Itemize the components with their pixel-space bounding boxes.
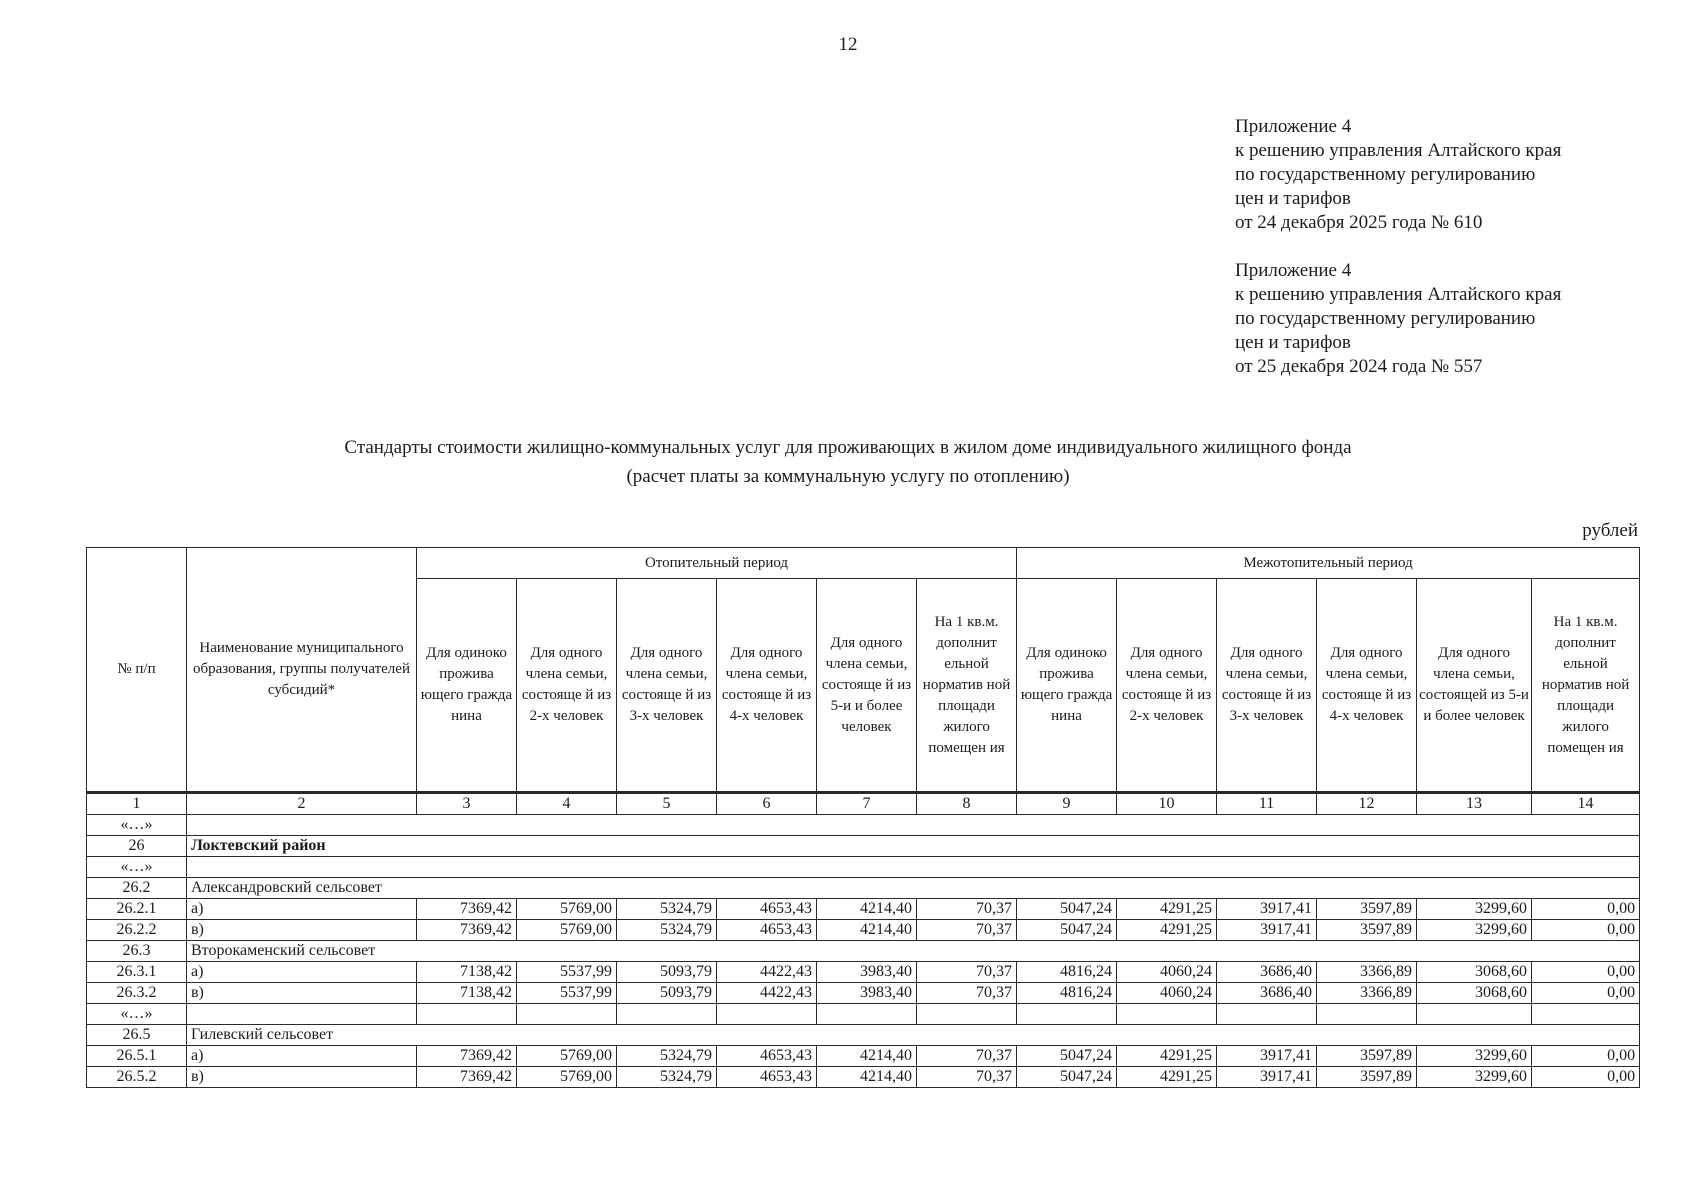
value-cell: 70,37 xyxy=(917,962,1017,983)
value-cell: 3917,41 xyxy=(1217,920,1317,941)
column-number: 3 xyxy=(417,793,517,815)
row-group-label: а) xyxy=(187,962,417,983)
value-cell: 3366,89 xyxy=(1317,962,1417,983)
value-cell: 5324,79 xyxy=(617,1067,717,1088)
value-cell: 4422,43 xyxy=(717,983,817,1004)
row-number: «…» xyxy=(87,815,187,836)
value-cell: 0,00 xyxy=(1532,899,1640,920)
header-heating-col: Для одного члена семьи, состояще й из 2-х человек xyxy=(517,579,617,793)
appendix-line: Приложение 4 xyxy=(1235,260,1352,281)
value-cell: 3917,41 xyxy=(1217,1067,1317,1088)
value-cell: 70,37 xyxy=(917,1067,1017,1088)
row-group-label: в) xyxy=(187,1067,417,1088)
appendix-line: по государственному регулированию xyxy=(1235,164,1536,185)
row-group-label xyxy=(187,1004,417,1025)
table-row xyxy=(87,899,1640,920)
header-heating-col: Для одного члена семьи, состояще й из 4-х человек xyxy=(717,579,817,793)
value-cell: 3686,40 xyxy=(1217,983,1317,1004)
value-cell: 5047,24 xyxy=(1017,899,1117,920)
column-number: 1 xyxy=(87,793,187,815)
settlement-name: Гилевский сельсовет xyxy=(187,1025,1640,1046)
value-cell: 3299,60 xyxy=(1417,920,1532,941)
value-cell: 5537,99 xyxy=(517,983,617,1004)
row-number: 26.5 xyxy=(87,1025,187,1046)
row-group-label: а) xyxy=(187,1046,417,1067)
district-row xyxy=(87,836,1640,857)
header-non-heating-col: На 1 кв.м. дополнит ельной норматив ной площади жилого помещен ия xyxy=(1532,579,1640,793)
value-cell: 3597,89 xyxy=(1317,920,1417,941)
value-cell: 3597,89 xyxy=(1317,1046,1417,1067)
table-row xyxy=(87,1067,1640,1088)
value-cell: 3068,60 xyxy=(1417,962,1532,983)
header-heating-col: Для одного члена семьи, состояще й из 5-и и более человек xyxy=(817,579,917,793)
column-number: 8 xyxy=(917,793,1017,815)
settlement-row xyxy=(87,878,1640,899)
table-row xyxy=(87,983,1640,1004)
appendix-line: цен и тарифов xyxy=(1235,332,1351,353)
value-cell: 4291,25 xyxy=(1117,1067,1217,1088)
value-cell xyxy=(517,1004,617,1025)
value-cell: 3917,41 xyxy=(1217,899,1317,920)
column-number: 4 xyxy=(517,793,617,815)
currency-unit-label: рублей xyxy=(1582,520,1638,541)
page-number: 12 xyxy=(838,34,858,55)
value-cell: 5047,24 xyxy=(1017,1046,1117,1067)
ellipsis-row xyxy=(87,1004,1640,1025)
header-num: № п/п xyxy=(87,548,187,793)
value-cell: 5769,00 xyxy=(517,1046,617,1067)
row-number: 26 xyxy=(87,836,187,857)
ellipsis-row xyxy=(87,815,1640,836)
value-cell: 4653,43 xyxy=(717,1067,817,1088)
value-cell: 0,00 xyxy=(1532,962,1640,983)
value-cell: 70,37 xyxy=(917,1046,1017,1067)
row-number: 26.3.2 xyxy=(87,983,187,1004)
header-non-heating-period: Межотопительный период xyxy=(1017,548,1640,579)
value-cell: 5537,99 xyxy=(517,962,617,983)
header-heating-col: Для одного члена семьи, состояще й из 3-х человек xyxy=(617,579,717,793)
appendix-block-previous xyxy=(1235,259,1675,379)
value-cell: 4060,24 xyxy=(1117,962,1217,983)
settlement-row xyxy=(87,941,1640,962)
appendix-block-current xyxy=(1235,115,1675,235)
column-number: 6 xyxy=(717,793,817,815)
value-cell: 4214,40 xyxy=(817,920,917,941)
table-body xyxy=(87,793,1640,1088)
value-cell: 4060,24 xyxy=(1117,983,1217,1004)
row-number: «…» xyxy=(87,1004,187,1025)
value-cell: 4291,25 xyxy=(1117,899,1217,920)
value-cell: 4214,40 xyxy=(817,899,917,920)
value-cell: 3366,89 xyxy=(1317,983,1417,1004)
row-number: 26.3.1 xyxy=(87,962,187,983)
value-cell: 3983,40 xyxy=(817,962,917,983)
column-number: 14 xyxy=(1532,793,1640,815)
value-cell xyxy=(817,1004,917,1025)
value-cell: 0,00 xyxy=(1532,920,1640,941)
value-cell xyxy=(1532,1004,1640,1025)
value-cell: 4816,24 xyxy=(1017,983,1117,1004)
column-number: 7 xyxy=(817,793,917,815)
row-number: 26.2.2 xyxy=(87,920,187,941)
ellipsis-row xyxy=(87,857,1640,878)
value-cell: 3983,40 xyxy=(817,983,917,1004)
value-cell: 4214,40 xyxy=(817,1067,917,1088)
row-name xyxy=(187,857,1640,878)
row-number: 26.2 xyxy=(87,878,187,899)
column-number: 2 xyxy=(187,793,417,815)
column-number: 9 xyxy=(1017,793,1117,815)
value-cell: 3068,60 xyxy=(1417,983,1532,1004)
header-heating-col: На 1 кв.м. дополнит ельной норматив ной площади жилого помещен ия xyxy=(917,579,1017,793)
value-cell: 4653,43 xyxy=(717,920,817,941)
column-number: 5 xyxy=(617,793,717,815)
value-cell xyxy=(1317,1004,1417,1025)
row-number: «…» xyxy=(87,857,187,878)
value-cell: 3299,60 xyxy=(1417,899,1532,920)
appendix-line: от 24 декабря 2025 года № 610 xyxy=(1235,212,1483,233)
value-cell: 4291,25 xyxy=(1117,920,1217,941)
appendix-line: цен и тарифов xyxy=(1235,188,1351,209)
column-numbers-row xyxy=(87,793,1640,815)
value-cell: 3597,89 xyxy=(1317,1067,1417,1088)
value-cell xyxy=(1217,1004,1317,1025)
value-cell: 5769,00 xyxy=(517,899,617,920)
value-cell: 4653,43 xyxy=(717,1046,817,1067)
value-cell: 3686,40 xyxy=(1217,962,1317,983)
row-number: 26.5.1 xyxy=(87,1046,187,1067)
header-non-heating-col: Для одиноко прожива ющего гражда нина xyxy=(1017,579,1117,793)
title-line: Стандарты стоимости жилищно-коммунальных услуг для проживающих в жилом доме индивидуального жилищного фонда xyxy=(344,437,1352,458)
value-cell: 5047,24 xyxy=(1017,920,1117,941)
value-cell: 7369,42 xyxy=(417,899,517,920)
value-cell: 7369,42 xyxy=(417,1046,517,1067)
value-cell: 4653,43 xyxy=(717,899,817,920)
appendix-line: от 25 декабря 2024 года № 557 xyxy=(1235,356,1483,377)
value-cell: 5769,00 xyxy=(517,1067,617,1088)
value-cell: 5093,79 xyxy=(617,983,717,1004)
value-cell: 5093,79 xyxy=(617,962,717,983)
row-group-label: в) xyxy=(187,920,417,941)
district-name: Локтевский район xyxy=(187,836,1640,857)
header-heating-period: Отопительный период xyxy=(417,548,1017,579)
value-cell: 7138,42 xyxy=(417,962,517,983)
value-cell xyxy=(717,1004,817,1025)
row-number: 26.3 xyxy=(87,941,187,962)
value-cell xyxy=(1417,1004,1532,1025)
header-non-heating-col: Для одного члена семьи, состоящей из 5-и и более человек xyxy=(1417,579,1532,793)
value-cell: 70,37 xyxy=(917,899,1017,920)
header-non-heating-col: Для одного члена семьи, состояще й из 2-х человек xyxy=(1117,579,1217,793)
value-cell: 70,37 xyxy=(917,920,1017,941)
column-number: 10 xyxy=(1117,793,1217,815)
value-cell: 0,00 xyxy=(1532,983,1640,1004)
appendix-line: к решению управления Алтайского края xyxy=(1235,140,1562,161)
row-number: 26.5.2 xyxy=(87,1067,187,1088)
row-number: 26.2.1 xyxy=(87,899,187,920)
value-cell: 5324,79 xyxy=(617,1046,717,1067)
value-cell xyxy=(1017,1004,1117,1025)
value-cell: 3299,60 xyxy=(1417,1067,1532,1088)
row-group-label: а) xyxy=(187,899,417,920)
header-name: Наименование муниципального образования, группы получателей субсидий* xyxy=(187,548,417,793)
value-cell: 7369,42 xyxy=(417,1067,517,1088)
value-cell: 4816,24 xyxy=(1017,962,1117,983)
column-number: 12 xyxy=(1317,793,1417,815)
value-cell: 3597,89 xyxy=(1317,899,1417,920)
settlement-name: Александровский сельсовет xyxy=(187,878,1640,899)
appendix-line: к решению управления Алтайского края xyxy=(1235,284,1562,305)
value-cell: 3299,60 xyxy=(1417,1046,1532,1067)
value-cell xyxy=(617,1004,717,1025)
value-cell: 0,00 xyxy=(1532,1046,1640,1067)
appendix-line: Приложение 4 xyxy=(1235,116,1352,137)
value-cell: 7369,42 xyxy=(417,920,517,941)
settlement-name: Второкаменский сельсовет xyxy=(187,941,1640,962)
header-non-heating-col: Для одного члена семьи, состояще й из 4-х человек xyxy=(1317,579,1417,793)
value-cell xyxy=(917,1004,1017,1025)
value-cell: 5047,24 xyxy=(1017,1067,1117,1088)
header-non-heating-col: Для одного члена семьи, состояще й из 3-х человек xyxy=(1217,579,1317,793)
value-cell: 4422,43 xyxy=(717,962,817,983)
value-cell: 4291,25 xyxy=(1117,1046,1217,1067)
row-group-label: в) xyxy=(187,983,417,1004)
header-heating-col: Для одиноко прожива ющего гражда нина xyxy=(417,579,517,793)
value-cell: 3917,41 xyxy=(1217,1046,1317,1067)
value-cell: 5769,00 xyxy=(517,920,617,941)
title-subline: (расчет платы за коммунальную услугу по отоплению) xyxy=(626,466,1070,487)
value-cell xyxy=(1117,1004,1217,1025)
table-row xyxy=(87,962,1640,983)
document-title xyxy=(0,433,1696,491)
table-row xyxy=(87,920,1640,941)
row-spacer xyxy=(187,815,1640,836)
value-cell: 7138,42 xyxy=(417,983,517,1004)
value-cell: 0,00 xyxy=(1532,1067,1640,1088)
column-number: 13 xyxy=(1417,793,1532,815)
settlement-row xyxy=(87,1025,1640,1046)
value-cell: 4214,40 xyxy=(817,1046,917,1067)
value-cell xyxy=(417,1004,517,1025)
appendix-line: по государственному регулированию xyxy=(1235,308,1536,329)
value-cell: 5324,79 xyxy=(617,920,717,941)
table-row xyxy=(87,1046,1640,1067)
column-number: 11 xyxy=(1217,793,1317,815)
tariff-table xyxy=(86,547,1640,1088)
value-cell: 5324,79 xyxy=(617,899,717,920)
value-cell: 70,37 xyxy=(917,983,1017,1004)
